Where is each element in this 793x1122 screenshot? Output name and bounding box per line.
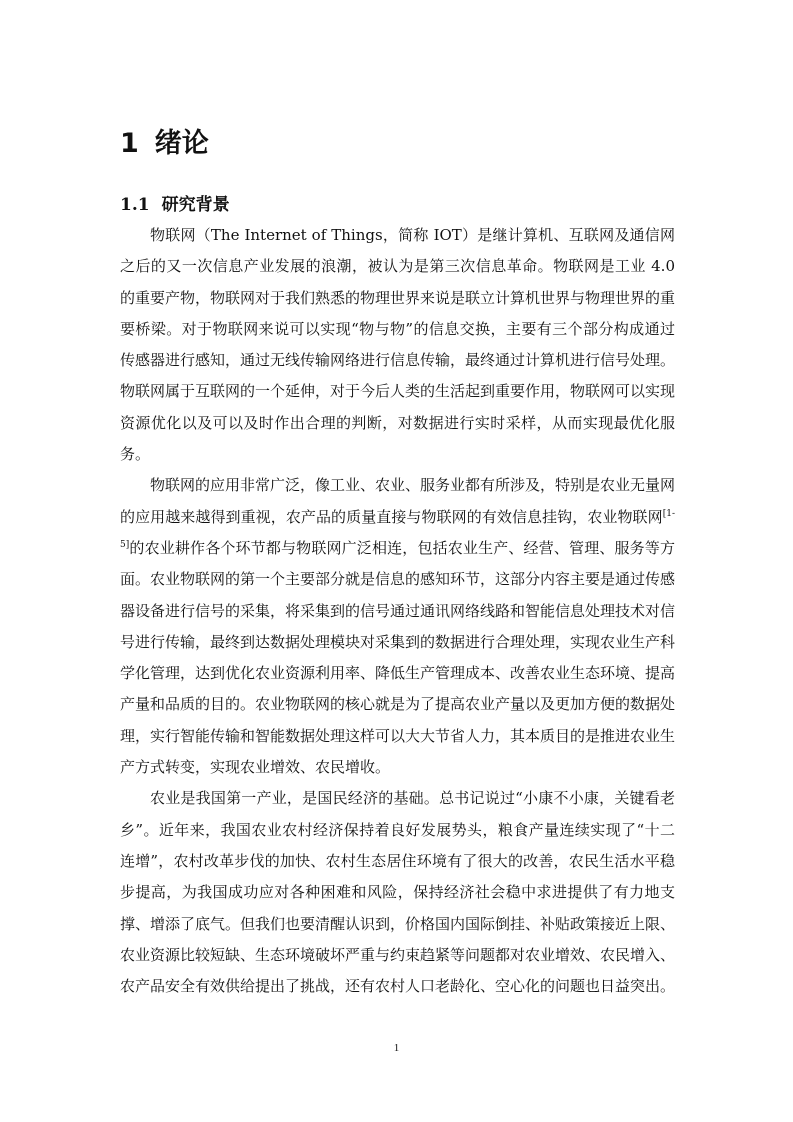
paragraph-agri-iot-after: 的农业耕作各个环节都与物联网广泛相连，包括农业生产、经营、管理、服务等方面。农业物联网的第一个主要部分就是信息的感知环节，这部分内容主要是通过传感器设备进行信号的采集，将采集到的信号通过通讯网络线路和智能信息处理技术对信号进行传输，最终到达数据处理模块对采集到的数据进行合理处理，实现农业生产科学化管理，达到优化农业资源利用率、降低生产管理成本、改善农业生态环境、提高产量和品质的目的。农业物联网的核心就是为了提高农业产量以及更加方便的数据处理，实行智能传输和智能数据处理这样可以大大节省人力，其本质目的是推进农业生产方式转变，实现农业增效、农民增收。	[120, 538, 676, 777]
chapter-title-text: 绪论	[154, 128, 209, 159]
paragraph-agriculture-economy: 农业是我国第一产业，是国民经济的基础。总书记说过“小康不小康，关键看老乡”。近年来，我国农业农村经济保持着良好发展势头，粮食产量连续实现了“十二连增”，农村改革步伐的加快、农村生态居住环境有了很大的改善，农民生活水平稳步提高，为我国成功应对各种困难和风险，保持经济社会稳中求进提供了有力地支撑、增添了底气。但我们也要清醒认识到，价格国内国际倒挂、补贴政策接近上限、农业资源比较短缺、生态环境破坏严重与约束趋紧等问题都对农业增效、农民增入、农产品安全有效供给提出了挑战，还有农村人口老龄化、空心化的问题也日益突出。	[120, 789, 676, 996]
section-number: 1.1	[120, 195, 150, 215]
chapter-heading	[120, 124, 209, 164]
paragraph-iot-intro: 物联网（The Internet of Things，简称 IOT）是继计算机、互联网及通信网之后的又一次信息产业发展的浪潮，被认为是第三次信息革命。物联网是工业 4.0 的重要产物，物联网对于我们熟悉的物理世界来说是联立计算机世界与物理世界的重要桥梁。对于物联网来说可以实现“物与物”的信息交换，主要有三个部分构成通过传感器进行感知，通过无线传输网络进行信息传输，最终通过计算机进行信号处理。物联网属于互联网的一个延伸，对于今后人类的生活起到重要作用，物联网可以实现资源优化以及可以及时作出合理的判断，对数据进行实时采样，从而实现最优化服务。	[120, 226, 676, 464]
chapter-number: 1	[120, 128, 139, 159]
section-title-text: 研究背景	[161, 195, 230, 215]
paragraph-agri-iot	[120, 470, 675, 783]
paragraph-agri-iot-before: 物联网的应用非常广泛，像工业、农业、服务业都有所涉及，特别是农业无量网的应用越来越得到重视，农产品的质量直接与物联网的有效信息挂钩，农业物联网	[120, 476, 676, 526]
body-text	[120, 220, 675, 1002]
citation-reference[interactable]: [1-5]	[120, 508, 675, 550]
section-heading	[120, 192, 230, 218]
page-number: 1	[393, 1042, 400, 1054]
